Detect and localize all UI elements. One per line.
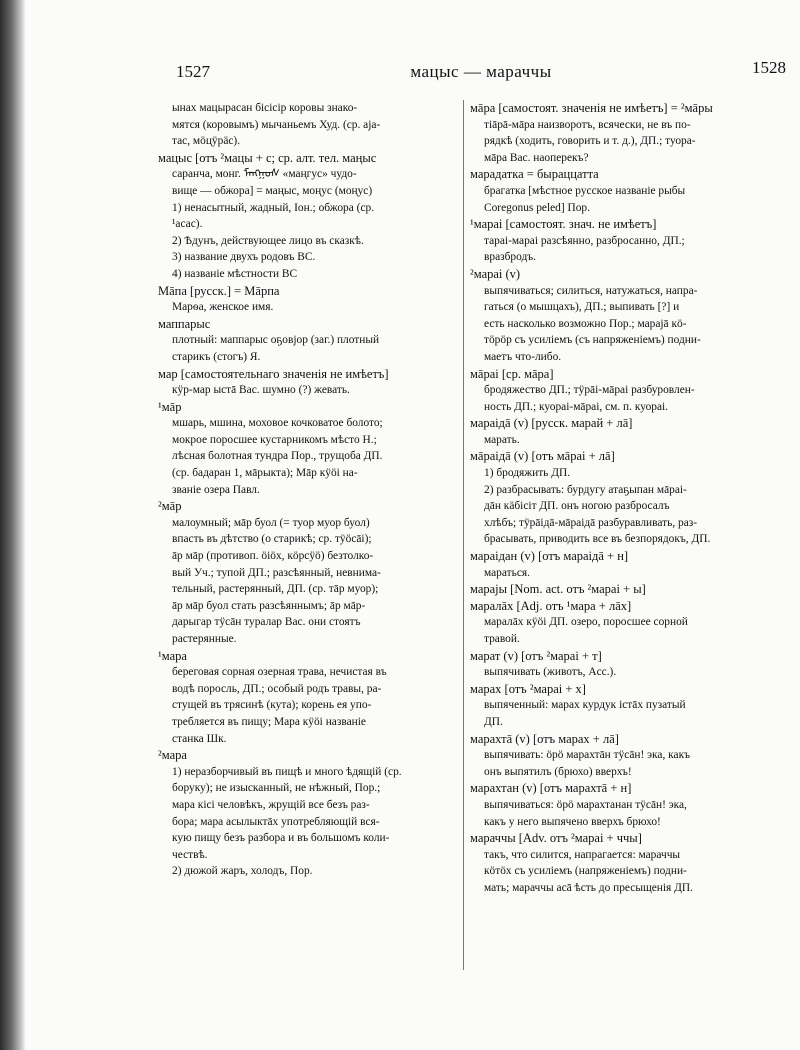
line: лѣсная болотная тундра Пор., трущоба ДП. bbox=[172, 450, 383, 463]
headword-line: мараiдан (v) [отъ мараiдā + н] bbox=[470, 549, 629, 564]
headword-line: мараiдā (v) [русск. марай + лā] bbox=[470, 416, 633, 431]
line: марать. bbox=[484, 433, 520, 446]
line: (ср. бадаран 1, мāрыкта); Мāр кÿöi на- bbox=[172, 467, 358, 480]
headword-line: мāрai [ср. мāра] bbox=[470, 366, 554, 381]
line: мшарь, мшина, моховое кочковатое болото; bbox=[172, 417, 383, 430]
headword-line: мāра [самостоят. значенiя не имѣетъ] = ²мāры bbox=[470, 101, 713, 115]
line: ность ДП.; куорai-мāрai, см. п. куорai. bbox=[484, 400, 669, 413]
line: тельный, растерянный, ДП. (ср. тāр муор); bbox=[172, 583, 379, 596]
sense-line: 3) название двухъ родовъ ВС. bbox=[172, 251, 316, 264]
headword-line: марах [отъ ²марai + х] bbox=[470, 681, 586, 696]
running-title: мацыс — мараччы bbox=[410, 62, 552, 81]
line: береговая сорная озерная трава, нечистая въ bbox=[172, 666, 387, 679]
line: тарai-марai разсѣянно, разбросанно, ДП.; bbox=[484, 234, 685, 247]
line: брагатка [мѣстное русское названiе рыбы bbox=[484, 184, 686, 197]
sense-line: 1) неразборчивый въ пищѣ и много ѣдящiй (ср. bbox=[172, 765, 402, 778]
column-divider bbox=[463, 100, 464, 970]
page-number-left: 1527 bbox=[176, 62, 210, 81]
line: кую пищу безъ разбора и въ большомъ коли- bbox=[172, 832, 390, 845]
line: выпячивать: öрö марахтāн тÿсāн! эка, какъ bbox=[484, 749, 690, 762]
page-header bbox=[176, 58, 786, 86]
line: Марѳа, женское имя. bbox=[172, 301, 274, 314]
line: дарыгар тÿсāн туралар Вас. они стоятъ bbox=[172, 616, 361, 629]
line: мараться. bbox=[484, 566, 530, 579]
headword-line: мар [самостоятельнаго значенiя не имѣетъ] bbox=[158, 366, 389, 381]
line: мара кiсi человѣкъ, жрущiй все безъ раз- bbox=[172, 798, 370, 811]
line: дāн кäбiсiт ДП. онъ ногою разбросалъ bbox=[484, 500, 670, 513]
line: кÿр-мар ыстā Вас. шумно (?) жевать. bbox=[172, 384, 350, 397]
headword-line: ²мāр bbox=[158, 499, 182, 514]
line: гаться (о мышцахъ), ДП.; выпивать [?] и bbox=[484, 301, 680, 314]
line: стущей въ трясинѣ (кута); корень ея упо- bbox=[172, 699, 372, 712]
right-column bbox=[470, 100, 770, 897]
line: какъ у него выпячено вверхъ брюхо! bbox=[484, 815, 661, 828]
line: вый Уч.; тупой ДП.; разсѣянный, невнима- bbox=[172, 566, 381, 579]
line: впасть въ дѣтство (о старикѣ; ср. тÿöсāi); bbox=[172, 533, 372, 546]
line: мятся (коровымъ) мычаньемъ Худ. (ср. аjа- bbox=[172, 118, 381, 131]
line: мāра Вас. наоперекъ? bbox=[484, 151, 589, 164]
line: выпячивать (животъ, Acc.). bbox=[484, 666, 617, 679]
line: бора; мара асылыктāх употребляющiй вся- bbox=[172, 815, 380, 828]
line: растерянные. bbox=[172, 633, 237, 645]
headword-line: марат (v) [отъ ²марai + т] bbox=[470, 648, 602, 663]
line: бродяжество ДП.; тÿрāi-мāрai разбуровлен- bbox=[484, 384, 695, 397]
line: ынах мацырасан бiсiсiр коровы знако- bbox=[172, 102, 358, 114]
line: боруку); не изысканный, не нѣжный, Пор.; bbox=[172, 782, 381, 795]
line: старикъ (стогъ) Я. bbox=[172, 350, 261, 363]
line: малоумный; мāр буол (= туор муор буол) bbox=[172, 516, 370, 529]
line: онъ выпятилъ (брюхо) вверхъ! bbox=[484, 765, 632, 778]
line: Coregonus peled] Пор. bbox=[484, 201, 590, 214]
line: выпяченный: марах курдук iстāх пузатый bbox=[484, 699, 686, 712]
line: кöтöх съ усилiемъ (напряженiемъ) подни- bbox=[484, 865, 687, 878]
line: ДП. bbox=[484, 715, 503, 728]
headword-line: марајы [Nom. act. отъ ²марai + ы] bbox=[470, 582, 646, 597]
headword-line: марахтан (v) [отъ марахтā + н] bbox=[470, 781, 632, 796]
scan-binding-shadow bbox=[0, 0, 26, 1050]
line: станка Шк. bbox=[172, 732, 227, 745]
headword-line: маралāх [Adj. отъ ¹мара + лāх] bbox=[470, 598, 632, 613]
line: хлѣбъ; тÿрāiдā-мāраiдā разбуравливать, раз- bbox=[484, 516, 698, 529]
line: вище — обжора] = маңыс, моңус (моңус) bbox=[172, 184, 373, 197]
headword-line: ²марai (v) bbox=[470, 266, 521, 281]
headword-line: ¹мара bbox=[158, 648, 187, 663]
line: маралāх кÿöi ДП. озеро, поросшее сорной bbox=[484, 616, 688, 629]
line: тöрöр съ усилiемъ (съ напряженiемъ) подни- bbox=[484, 334, 701, 347]
line: водѣ поросль, ДП.; особый родъ травы, ра- bbox=[172, 682, 382, 695]
headword-line: маппарыс bbox=[158, 316, 211, 331]
left-column bbox=[158, 100, 458, 880]
line: чествѣ. bbox=[172, 848, 208, 861]
headword-line: ¹мāр bbox=[158, 399, 182, 414]
line: саранча, монг. ᠮᠠᠩᠭᠤᠰ «маңгус» чудо- bbox=[172, 168, 357, 181]
line: рядкѣ (ходить, говорить и т. д.), ДП.; туора- bbox=[484, 135, 696, 148]
headword-line: ²мара bbox=[158, 748, 187, 763]
line: выпячиваться; силиться, натужаться, напра- bbox=[484, 284, 698, 297]
headword-line: марадатка = быраццатта bbox=[470, 167, 599, 182]
line: вразбродъ. bbox=[484, 251, 537, 264]
line: мокрое поросшее кустарникомъ мѣсто Н.; bbox=[172, 433, 377, 446]
sense-line: 1) бродяжить ДП. bbox=[484, 467, 571, 480]
headword-line: мāраiдā (v) [отъ мāрai + лā] bbox=[470, 449, 615, 464]
headword-line: Мāпа [русск.] = Мāрпа bbox=[158, 283, 280, 298]
sense-line: 2) разбрасывать: бурдугу атаҕыпан мāраi- bbox=[484, 483, 687, 496]
line: званiе озера Павл. bbox=[172, 483, 260, 496]
headword-line: марахтā (v) [отъ марах + лā] bbox=[470, 731, 619, 746]
line: маетъ что-либо. bbox=[484, 350, 562, 363]
sense-line: 2) Ѣдунъ, действующее лицо въ сказкѣ. bbox=[172, 234, 364, 247]
line: тiāрā-мāра наизворотъ, всячески, не въ по- bbox=[484, 118, 691, 131]
line: āр мāр (противоп. öiöх, кöрсÿö) безтолко- bbox=[172, 550, 374, 563]
headword-line: ¹марai [самостоят. знач. не имѣетъ] bbox=[470, 217, 657, 232]
page-number-right: 1528 bbox=[752, 58, 786, 77]
line: āр мāр буол стать разсѣяннымъ; āр мāр- bbox=[172, 599, 366, 612]
line: травой. bbox=[484, 633, 520, 645]
line: тас, мöцÿрäс). bbox=[172, 135, 241, 148]
sense-line: 4) названiе мѣстности ВС bbox=[172, 267, 298, 280]
line: выпячиваться: öрö марахтанан тÿсāн! эка, bbox=[484, 798, 687, 811]
line: есть насколько возможно Пор.; марајā кö- bbox=[484, 317, 687, 330]
sense-line: 2) дюжой жаръ, холодъ, Пор. bbox=[172, 865, 313, 878]
line: требляется въ пищу; Мара кÿöi названiе bbox=[172, 715, 366, 728]
line: брасывать, приводить все въ безпорядокъ, ДП. bbox=[484, 533, 711, 546]
headword-line: мараччы [Adv. отъ ²марai + ччы] bbox=[470, 831, 642, 846]
line: плотный: маппарыс оҕовjор (заг.) плотный bbox=[172, 334, 380, 347]
line: такъ, что силится, напрагается: мараччы bbox=[484, 848, 681, 861]
line: ¹асас). bbox=[172, 218, 203, 231]
line: мать; мараччы асā ѣсть до пресыщенiя ДП. bbox=[484, 881, 693, 894]
headword-line: мацыс [отъ ²мацы + с; ср. алт. тел. маңыс bbox=[158, 150, 377, 165]
sense-line: 1) ненасытный, жадный, Іон.; обжора (ср. bbox=[172, 201, 375, 214]
